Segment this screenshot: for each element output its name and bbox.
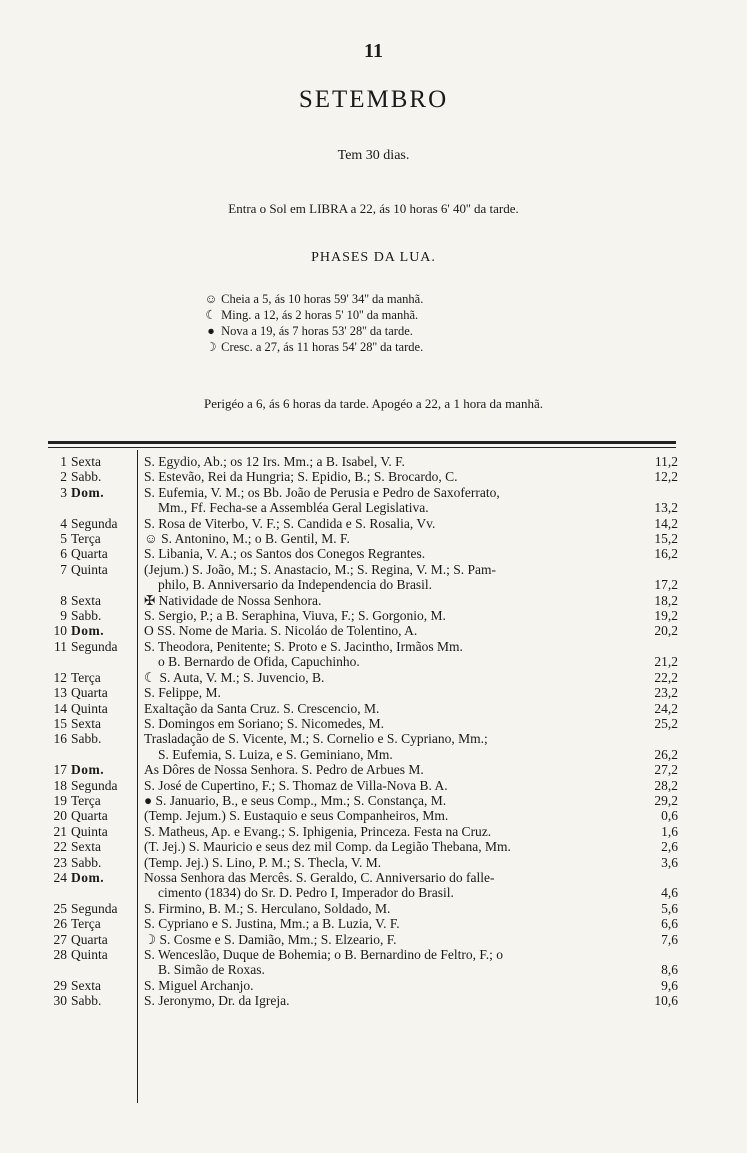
calendar-row	[48, 901, 678, 916]
calendar-row	[48, 531, 678, 546]
moon-age: 6,6	[661, 916, 678, 932]
saints-text: Trasladação de S. Vicente, M.; S. Cornelio e S. Cypriano, Mm.;	[144, 731, 488, 747]
saints-text: S. Sergio, P.; a B. Seraphina, Viuva, F.; S. Gorgonio, M.	[144, 608, 446, 624]
weekday: Segunda	[71, 777, 118, 793]
saints-line	[144, 701, 678, 716]
moon-age	[632, 731, 678, 746]
moon-age: 11,2	[654, 454, 678, 469]
moon-age: 18,2	[654, 592, 678, 608]
saints-line	[144, 916, 678, 931]
day-cell	[48, 701, 137, 716]
moon-age	[632, 562, 678, 577]
weekday: Quarta	[71, 546, 108, 562]
day-number: 6	[60, 546, 67, 562]
moon-phase-waxing: ☽ Cresc. a 27, ás 11 horas 54' 28'' da tarde.	[205, 340, 424, 354]
saints-cell	[137, 531, 678, 546]
saints-line	[144, 947, 678, 962]
saints-line	[144, 685, 678, 700]
saints-line	[144, 762, 678, 777]
day-cell	[48, 731, 137, 762]
weekday: Sexta	[71, 454, 101, 469]
moon-age: 12,2	[654, 469, 678, 485]
moon-age: 16,2	[654, 546, 678, 562]
day-cell	[48, 469, 137, 484]
day-cell	[48, 808, 137, 823]
day-cell	[48, 855, 137, 870]
moon-age: 14,2	[654, 515, 678, 531]
calendar-row	[48, 701, 678, 716]
day-cell	[48, 947, 137, 978]
saints-cell	[137, 546, 678, 561]
moon-age: 28,2	[654, 777, 678, 793]
day-cell	[48, 670, 137, 685]
day-cell	[48, 978, 137, 993]
day-number: 10	[53, 623, 67, 639]
saints-cell	[137, 993, 678, 1008]
saints-text: (Temp. Jejum.) S. Eustaquio e seus Companheiros, Mm.	[144, 808, 449, 824]
saints-text: (T. Jej.) S. Mauricio e seus dez mil Comp. da Legião Thebana, Mm.	[144, 839, 511, 855]
weekday: Dom.	[71, 623, 105, 639]
days-count: Tem 30 dias.	[337, 148, 410, 163]
day-cell	[48, 562, 137, 593]
calendar-row	[48, 932, 678, 947]
moon-age: 25,2	[654, 715, 678, 731]
day-number: 23	[53, 854, 67, 870]
saints-line	[144, 516, 678, 531]
weekday: Segunda	[71, 900, 118, 916]
saints-cell	[137, 901, 678, 916]
month-title: SETEMBRO	[298, 86, 449, 113]
saints-cell	[137, 947, 678, 978]
saints-line	[144, 654, 678, 669]
saints-cell	[137, 670, 678, 685]
saints-line	[144, 546, 678, 561]
perigee-apogee: Perigéo a 6, ás 6 horas da tarde. Apogéo a 22, a 1 hora da manhã.	[204, 396, 543, 411]
saints-text: ☺ S. Antonino, M.; o B. Gentil, M. F.	[144, 531, 350, 547]
new-moon-icon: ●	[207, 324, 215, 338]
day-number: 9	[60, 608, 67, 624]
day-number: 25	[53, 900, 67, 916]
saints-text: S. Felippe, M.	[144, 685, 221, 701]
weekday: Sabb.	[71, 854, 102, 870]
saints-cell	[137, 685, 678, 700]
saints-text: Mm., Ff. Fecha-se a Assembléa Geral Legislativa.	[158, 500, 429, 516]
moon-phase-new: ● Nova a 19, ás 7 horas 53' 28'' da tarde.	[204, 323, 423, 339]
day-cell	[48, 608, 137, 623]
saints-cell	[137, 932, 678, 947]
calendar-row	[48, 839, 678, 854]
saints-line	[144, 623, 678, 638]
saints-cell	[137, 485, 678, 516]
moon-age: 21,2	[654, 654, 678, 670]
calendar-row	[48, 916, 678, 931]
moon-age: 7,6	[661, 931, 678, 947]
weekday: Sexta	[71, 977, 101, 993]
day-cell	[48, 839, 137, 854]
saints-cell	[137, 593, 678, 608]
waning-moon-icon: ☾	[205, 308, 217, 322]
table-top-rule-thin	[48, 447, 676, 448]
saints-cell	[137, 870, 678, 901]
saints-cell	[137, 608, 678, 623]
full-moon-icon: ☺	[204, 292, 218, 306]
waxing-moon-icon: ☽	[205, 340, 217, 354]
calendar-row	[48, 685, 678, 700]
moon-age: 13,2	[654, 500, 678, 516]
day-cell	[48, 824, 137, 839]
saints-line	[144, 978, 678, 993]
calendar-row	[48, 608, 678, 623]
weekday: Terça	[71, 916, 101, 932]
saints-line	[144, 562, 678, 577]
saints-text: O SS. Nome de Maria. S. Nicoláo de Tolentino, A.	[144, 623, 418, 639]
saints-cell	[137, 808, 678, 823]
saints-cell	[137, 824, 678, 839]
saints-text: S. José de Cupertino, F.; S. Thomaz de Villa-Nova B. A.	[144, 777, 448, 793]
page-number: 11	[364, 40, 383, 62]
day-cell	[48, 778, 137, 793]
calendar-row	[48, 824, 678, 839]
calendar-row	[48, 808, 678, 823]
weekday: Quinta	[71, 823, 108, 839]
day-cell	[48, 901, 137, 916]
day-number: 20	[53, 808, 67, 824]
saints-text: S. Theodora, Penitente; S. Proto e S. Jacintho, Irmãos Mm.	[144, 638, 463, 654]
moon-age	[632, 870, 678, 885]
saints-line	[144, 469, 678, 484]
day-number: 24	[53, 869, 67, 885]
moon-age: 15,2	[654, 531, 678, 547]
saints-line	[144, 901, 678, 916]
saints-text: S. Eufemia, V. M.; os Bb. João de Perusia e Pedro de Saxoferrato,	[144, 484, 500, 500]
day-number: 4	[60, 515, 67, 531]
saints-text: S. Estevão, Rei da Hungria; S. Epidio, B.; S. Brocardo, C.	[144, 469, 458, 485]
moon-age: 8,6	[661, 962, 678, 978]
moon-age: 23,2	[654, 685, 678, 701]
day-number: 1	[60, 454, 67, 469]
calendar-row	[48, 485, 678, 516]
day-number: 8	[60, 592, 67, 608]
day-number: 3	[60, 484, 67, 500]
day-number: 13	[53, 685, 67, 701]
saints-text: o B. Bernardo de Ofida, Capuchinho.	[158, 654, 360, 670]
day-number: 14	[53, 700, 67, 716]
saints-text: S. Jeronymo, Dr. da Igreja.	[144, 993, 290, 1009]
calendar-row	[48, 562, 678, 593]
saints-text: (Jejum.) S. João, M.; S. Anastacio, M.; S. Regina, V. M.; S. Pam-	[144, 561, 497, 577]
saints-text: ● S. Januario, B., e seus Comp., Mm.; S. Constança, M.	[144, 792, 447, 808]
weekday: Sabb.	[71, 731, 102, 747]
moon-age: 24,2	[654, 700, 678, 716]
moon-age: 19,2	[654, 608, 678, 624]
saints-cell	[137, 701, 678, 716]
day-number: 12	[53, 669, 67, 685]
weekday: Terça	[71, 669, 101, 685]
weekday: Dom.	[71, 484, 105, 500]
saints-line	[144, 716, 678, 731]
day-number: 19	[53, 792, 67, 808]
day-cell	[48, 485, 137, 516]
saints-line	[144, 793, 678, 808]
moon-phases-title: PHASES DA LUA.	[311, 250, 436, 265]
calendar-table	[48, 454, 678, 1009]
day-cell	[48, 454, 137, 469]
saints-line	[144, 870, 678, 885]
saints-line	[144, 855, 678, 870]
saints-line	[144, 531, 678, 546]
moon-age: 0,6	[661, 808, 678, 824]
moon-phase-waning: ☾ Ming. a 12, ás 2 horas 5' 10'' da manhã.	[205, 308, 419, 322]
day-cell	[48, 593, 137, 608]
moon-age: 29,2	[654, 792, 678, 808]
moon-age: 3,6	[661, 854, 678, 870]
calendar-row	[48, 716, 678, 731]
day-number: 29	[53, 977, 67, 993]
weekday: Sexta	[71, 715, 101, 731]
calendar-row	[48, 778, 678, 793]
calendar-row	[48, 454, 678, 469]
calendar-row	[48, 731, 678, 762]
saints-line	[144, 454, 678, 469]
day-cell	[48, 685, 137, 700]
day-cell	[48, 793, 137, 808]
moon-age	[632, 485, 678, 500]
weekday: Quarta	[71, 685, 108, 701]
moon-phase-full: ☺ Cheia a 5, ás 10 horas 59' 34'' da manhã.	[204, 292, 424, 306]
saints-line	[144, 839, 678, 854]
calendar-row	[48, 978, 678, 993]
weekday: Quinta	[71, 561, 108, 577]
saints-line	[144, 500, 678, 515]
saints-cell	[137, 516, 678, 531]
day-number: 5	[60, 531, 67, 547]
saints-text: ☾ S. Auta, V. M.; S. Juvencio, B.	[144, 669, 325, 685]
moon-age: 22,2	[654, 669, 678, 685]
day-cell	[48, 993, 137, 1008]
calendar-row	[48, 639, 678, 670]
saints-line	[144, 670, 678, 685]
day-cell	[48, 531, 137, 546]
weekday: Dom.	[71, 762, 105, 778]
weekday: Sexta	[71, 592, 101, 608]
weekday: Dom.	[71, 869, 105, 885]
saints-text: S. Domingos em Soriano; S. Nicomedes, M.	[144, 715, 384, 731]
day-number: 17	[53, 762, 67, 778]
saints-cell	[137, 731, 678, 762]
saints-text: S. Eufemia, S. Luiza, e S. Geminiano, Mm.	[158, 746, 393, 762]
weekday: Sabb.	[71, 608, 102, 624]
moon-age: 9,6	[661, 977, 678, 993]
saints-text: B. Simão de Roxas.	[158, 962, 265, 978]
moon-age: 4,6	[661, 885, 678, 901]
saints-cell	[137, 716, 678, 731]
saints-text: philo, B. Anniversario da Independencia do Brasil.	[158, 577, 433, 593]
saints-text: cimento (1834) do Sr. D. Pedro I, Imperador do Brasil.	[158, 885, 454, 901]
day-cell	[48, 916, 137, 931]
saints-cell	[137, 454, 678, 469]
day-number: 27	[53, 931, 67, 947]
saints-text: S. Cypriano e S. Justina, Mm.; a B. Luzia, V. F.	[144, 916, 400, 932]
moon-age: 17,2	[654, 577, 678, 593]
day-number: 18	[53, 777, 67, 793]
saints-cell	[137, 793, 678, 808]
calendar-row	[48, 793, 678, 808]
day-number: 26	[53, 916, 67, 932]
day-cell	[48, 870, 137, 901]
weekday: Terça	[71, 792, 101, 808]
saints-text: As Dôres de Nossa Senhora. S. Pedro de Arbues M.	[144, 762, 424, 778]
saints-line	[144, 932, 678, 947]
saints-line	[144, 778, 678, 793]
saints-line	[144, 962, 678, 977]
day-number: 30	[53, 993, 67, 1009]
day-cell	[48, 546, 137, 561]
moon-age: 10,6	[654, 993, 678, 1009]
saints-line	[144, 608, 678, 623]
saints-cell	[137, 639, 678, 670]
weekday: Terça	[71, 531, 101, 547]
day-cell	[48, 762, 137, 777]
saints-line	[144, 577, 678, 592]
weekday: Segunda	[71, 515, 118, 531]
saints-text: S. Egydio, Ab.; os 12 Irs. Mm.; a B. Isabel, V. F.	[144, 454, 405, 469]
saints-text: S. Libania, V. A.; os Santos dos Conegos Regrantes.	[144, 546, 426, 562]
day-cell	[48, 932, 137, 947]
saints-text: S. Rosa de Viterbo, V. F.; S. Candida e S. Rosalia, Vv.	[144, 515, 436, 531]
calendar-row	[48, 516, 678, 531]
calendar-row	[48, 546, 678, 561]
weekday: Sabb.	[71, 993, 102, 1009]
calendar-row	[48, 855, 678, 870]
saints-line	[144, 639, 678, 654]
moon-age	[632, 947, 678, 962]
calendar-row	[48, 623, 678, 638]
saints-line	[144, 824, 678, 839]
saints-text: Nossa Senhora das Mercês. S. Geraldo, C. Anniversario do falle-	[144, 869, 495, 885]
day-cell	[48, 516, 137, 531]
saints-cell	[137, 623, 678, 638]
day-number: 11	[54, 638, 67, 654]
saints-text: Exaltação da Santa Cruz. S. Crescencio, M.	[144, 700, 380, 716]
moon-age: 5,6	[661, 900, 678, 916]
moon-age	[632, 639, 678, 654]
moon-age: 27,2	[654, 762, 678, 778]
saints-cell	[137, 839, 678, 854]
saints-cell	[137, 916, 678, 931]
saints-cell	[137, 978, 678, 993]
saints-text: S. Matheus, Ap. e Evang.; S. Iphigenia, Princeza. Festa na Cruz.	[144, 823, 492, 839]
moon-phases-list	[204, 291, 423, 355]
calendar-row	[48, 870, 678, 901]
day-cell	[48, 639, 137, 670]
day-number: 22	[53, 839, 67, 855]
calendar-row	[48, 947, 678, 978]
saints-line	[144, 485, 678, 500]
saints-cell	[137, 778, 678, 793]
weekday: Quinta	[71, 700, 108, 716]
saints-cell	[137, 562, 678, 593]
saints-text: (Temp. Jej.) S. Lino, P. M.; S. Thecla, V. M.	[144, 854, 382, 870]
calendar-row	[48, 469, 678, 484]
weekday: Quarta	[71, 931, 108, 947]
saints-line	[144, 747, 678, 762]
day-number: 28	[53, 947, 67, 962]
weekday: Quarta	[71, 808, 108, 824]
weekday: Sabb.	[71, 469, 102, 485]
day-number: 2	[60, 469, 67, 485]
weekday: Quinta	[71, 947, 108, 962]
calendar-row	[48, 993, 678, 1008]
saints-text: ☽ S. Cosme e S. Damião, Mm.; S. Elzeario, F.	[144, 931, 397, 947]
saints-cell	[137, 762, 678, 777]
saints-text: S. Wenceslão, Duque de Bohemia; o B. Bernardino de Feltro, F.; o	[144, 947, 504, 962]
day-number: 16	[53, 731, 67, 747]
saints-text: S. Miguel Archanjo.	[144, 977, 254, 993]
saints-line	[144, 808, 678, 823]
saints-line	[144, 731, 678, 746]
calendar-row	[48, 670, 678, 685]
weekday: Segunda	[71, 638, 118, 654]
saints-line	[144, 993, 678, 1008]
table-top-rule	[48, 441, 676, 444]
calendar-row	[48, 762, 678, 777]
moon-age: 26,2	[654, 746, 678, 762]
sun-entry: Entra o Sol em LIBRA a 22, ás 10 horas 6' 40'' da tarde.	[228, 201, 519, 216]
saints-text: ✠ Natividade de Nossa Senhora.	[144, 592, 322, 608]
day-number: 15	[53, 715, 67, 731]
saints-line	[144, 885, 678, 900]
day-number: 21	[53, 823, 67, 839]
saints-text: S. Firmino, B. M.; S. Herculano, Soldado, M.	[144, 900, 391, 916]
weekday: Sexta	[71, 839, 101, 855]
day-cell	[48, 716, 137, 731]
saints-cell	[137, 469, 678, 484]
saints-line	[144, 593, 678, 608]
moon-age: 20,2	[654, 623, 678, 639]
moon-age: 2,6	[661, 839, 678, 855]
day-cell	[48, 623, 137, 638]
day-number: 7	[60, 561, 67, 577]
moon-age: 1,6	[661, 823, 678, 839]
calendar-row	[48, 593, 678, 608]
saints-cell	[137, 855, 678, 870]
